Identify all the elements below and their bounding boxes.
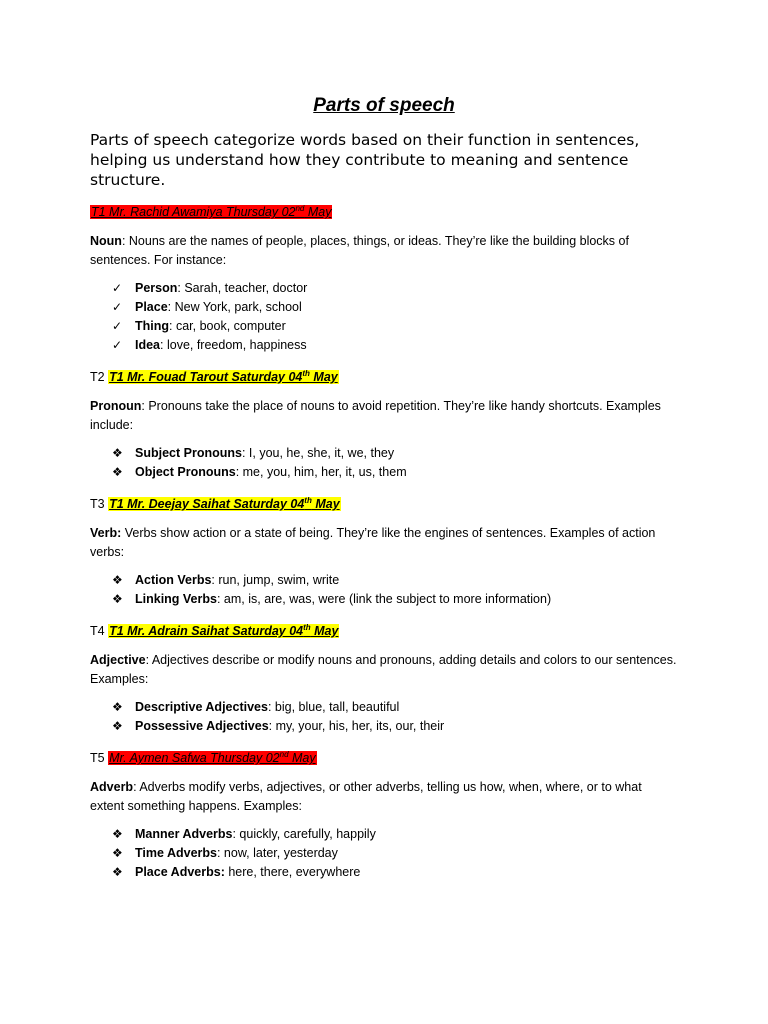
item-label: Time Adverbs — [135, 846, 217, 860]
list-item — [112, 336, 678, 355]
item-text: here, there, everywhere — [224, 865, 361, 879]
item-label: Person — [135, 281, 178, 295]
item-text: : my, your, his, her, its, our, their — [268, 719, 445, 733]
adjective-term: Adjective — [90, 653, 146, 667]
list-item — [112, 444, 678, 463]
checkmark-icon: ✓ — [112, 319, 123, 333]
verb-definition — [90, 524, 678, 562]
verb-highlight-text: T1 Mr. Deejay Saihat Saturday 04 — [109, 497, 305, 511]
adjective-examples-list — [90, 698, 678, 736]
item-label: Place — [135, 300, 168, 314]
adjective-definition-text: : Adjectives describe or modify nouns and pronouns, adding details and colors to our sentences. Examples: — [90, 653, 677, 686]
item-text: : love, freedom, happiness — [160, 338, 307, 352]
list-item — [112, 844, 678, 863]
adverb-highlight — [108, 751, 317, 765]
adverb-definition-text: : Adverbs modify verbs, adjectives, or other adverbs, telling us how, when, where, or to what extent something happens. Examples: — [90, 780, 642, 813]
verb-teacher-tag — [90, 496, 678, 512]
page-title: Parts of speech — [313, 95, 455, 116]
item-label: Thing — [135, 319, 170, 333]
adverb-tag-prefix: T5 — [90, 751, 109, 765]
checkmark-icon: ✓ — [112, 338, 123, 352]
item-label: Place Adverbs: — [135, 865, 225, 879]
pronoun-tag-prefix: T2 — [90, 370, 109, 384]
adverb-term: Adverb — [90, 780, 134, 794]
diamond-bullet-icon: ❖ — [112, 465, 123, 479]
item-text: : now, later, yesterday — [216, 846, 338, 860]
pronoun-definition — [90, 397, 678, 435]
adjective-tag-prefix: T4 — [90, 624, 109, 638]
pronoun-highlight-text: T1 Mr. Fouad Tarout Saturday 04 — [109, 370, 303, 384]
verb-highlight — [108, 497, 341, 511]
list-item — [112, 463, 678, 482]
verb-highlight-after: May — [311, 497, 340, 511]
checkmark-icon: ✓ — [112, 281, 123, 295]
diamond-bullet-icon: ❖ — [112, 446, 123, 460]
verb-highlight-sup: th — [304, 495, 312, 505]
adjective-highlight — [108, 624, 339, 638]
adverb-highlight-text: Mr. Aymen Safwa Thursday 02 — [109, 751, 280, 765]
item-label: Object Pronouns — [135, 465, 236, 479]
item-text: : New York, park, school — [167, 300, 302, 314]
pronoun-term: Pronoun — [90, 399, 142, 413]
adverb-highlight-sup: nd — [279, 749, 289, 759]
item-text: : big, blue, tall, beautiful — [267, 700, 400, 714]
noun-examples-list — [90, 279, 678, 355]
adjective-highlight-after: May — [310, 624, 339, 638]
adverb-examples-list — [90, 825, 678, 882]
item-text: : me, you, him, her, it, us, them — [235, 465, 407, 479]
item-text: : quickly, carefully, happily — [232, 827, 376, 841]
adjective-definition — [90, 651, 678, 689]
adjective-highlight-sup: th — [303, 622, 311, 632]
pronoun-highlight — [108, 370, 339, 384]
list-item — [112, 590, 678, 609]
diamond-bullet-icon: ❖ — [112, 827, 123, 841]
list-item — [112, 298, 678, 317]
item-label: Idea — [135, 338, 161, 352]
diamond-bullet-icon: ❖ — [112, 846, 123, 860]
verb-definition-text: Verbs show action or a state of being. They’re like the engines of sentences. Examples of action verbs: — [90, 526, 656, 559]
noun-highlight-text: T1 Mr. Rachid Awamiya Thursday 02 — [91, 205, 296, 219]
diamond-bullet-icon: ❖ — [112, 700, 123, 714]
pronoun-teacher-tag — [90, 369, 678, 385]
adverb-highlight-after: May — [288, 751, 316, 765]
pronoun-examples-list — [90, 444, 678, 482]
intro-paragraph: Parts of speech categorize words based on their function in sentences, helping us understand how they contribute to meaning and sentence structure. — [90, 131, 640, 189]
diamond-bullet-icon: ❖ — [112, 573, 123, 587]
adverb-teacher-tag — [90, 750, 678, 766]
verb-term: Verb: — [90, 526, 122, 540]
item-text: : am, is, are, was, were (link the subject to more information) — [216, 592, 552, 606]
pronoun-definition-text: : Pronouns take the place of nouns to avoid repetition. They’re like handy shortcuts. Examples include: — [90, 399, 661, 432]
item-text: : run, jump, swim, write — [211, 573, 340, 587]
verb-tag-prefix: T3 — [90, 497, 109, 511]
item-label: Manner Adverbs — [135, 827, 233, 841]
item-label: Possessive Adjectives — [135, 719, 269, 733]
diamond-bullet-icon: ❖ — [112, 865, 123, 879]
noun-highlight-sup: nd — [295, 203, 305, 213]
list-item — [112, 698, 678, 717]
item-text: : Sarah, teacher, doctor — [177, 281, 308, 295]
pronoun-highlight-sup: th — [302, 368, 310, 378]
item-label: Subject Pronouns — [135, 446, 242, 460]
item-label: Descriptive Adjectives — [135, 700, 268, 714]
list-item — [112, 717, 678, 736]
item-text: : I, you, he, she, it, we, they — [241, 446, 395, 460]
item-text: : car, book, computer — [169, 319, 286, 333]
list-item — [112, 863, 678, 882]
noun-teacher-tag — [90, 204, 678, 220]
pronoun-highlight-after: May — [309, 370, 338, 384]
list-item — [112, 571, 678, 590]
diamond-bullet-icon: ❖ — [112, 719, 123, 733]
item-label: Linking Verbs — [135, 592, 217, 606]
checkmark-icon: ✓ — [112, 300, 123, 314]
adverb-definition — [90, 778, 678, 816]
noun-definition — [90, 232, 678, 270]
noun-definition-text: : Nouns are the names of people, places, things, or ideas. They’re like the building blocks of sentences. For instance: — [90, 234, 629, 267]
noun-highlight — [90, 205, 332, 219]
list-item — [112, 317, 678, 336]
list-item — [112, 825, 678, 844]
item-label: Action Verbs — [135, 573, 212, 587]
diamond-bullet-icon: ❖ — [112, 592, 123, 606]
noun-highlight-after: May — [304, 205, 332, 219]
noun-term: Noun — [90, 234, 122, 248]
adjective-teacher-tag — [90, 623, 678, 639]
list-item — [112, 279, 678, 298]
adjective-highlight-text: T1 Mr. Adrain Saihat Saturday 04 — [109, 624, 304, 638]
verb-examples-list — [90, 571, 678, 609]
